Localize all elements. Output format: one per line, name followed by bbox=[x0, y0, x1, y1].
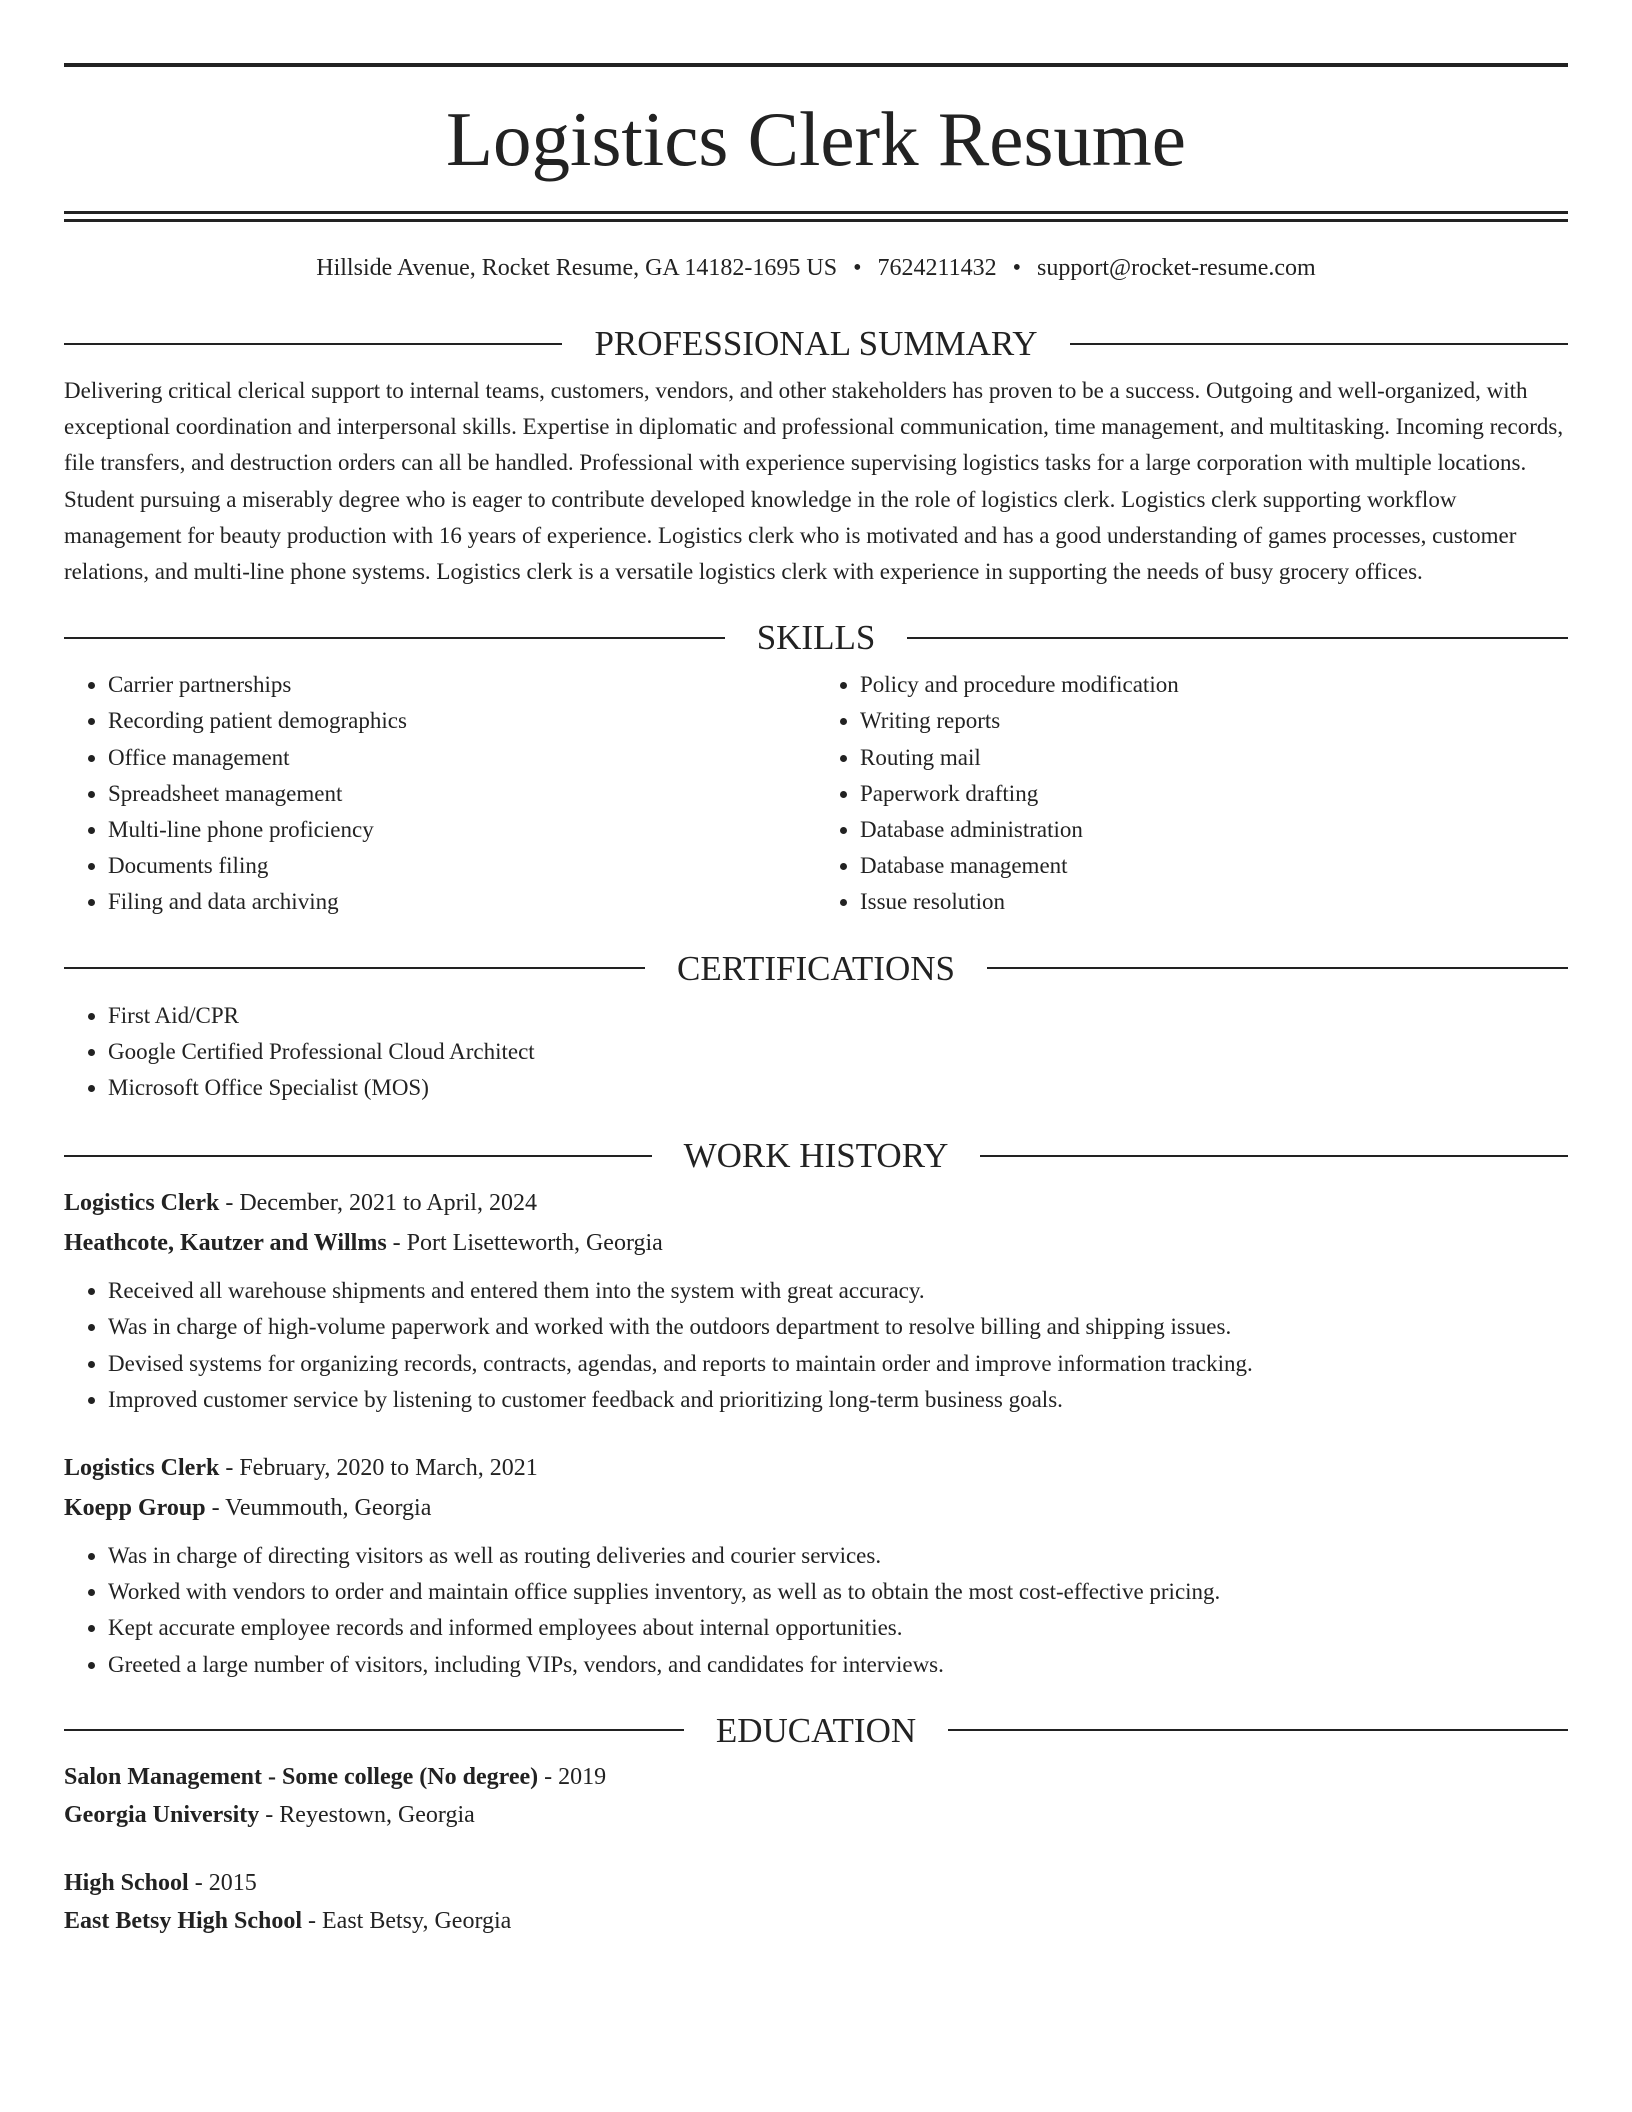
certification-item: • First Aid/CPR bbox=[108, 998, 1568, 1034]
certification-item: • Google Certified Professional Cloud Architect bbox=[108, 1034, 1568, 1070]
education-entry bbox=[64, 1758, 1568, 1834]
job-duties-list bbox=[64, 1273, 1568, 1418]
title-double-rule bbox=[64, 211, 1568, 222]
skill-item: • Recording patient demographics bbox=[108, 703, 816, 739]
job-duties-list bbox=[64, 1538, 1568, 1683]
heading-rule-right bbox=[1070, 343, 1568, 345]
skill-item: • Documents filing bbox=[108, 848, 816, 884]
section-title: PROFESSIONAL SUMMARY bbox=[594, 324, 1038, 363]
skill-item: • Office management bbox=[108, 740, 816, 776]
heading-rule-left bbox=[64, 1155, 652, 1157]
job-duty: • Received all warehouse shipments and entered them into the system with great accuracy. bbox=[108, 1273, 1568, 1309]
contact-line bbox=[64, 252, 1568, 284]
job-duty: • Was in charge of directing visitors as well as routing deliveries and courier services. bbox=[108, 1538, 1568, 1574]
heading-rule-left bbox=[64, 637, 725, 639]
section-heading-certifications bbox=[64, 948, 1568, 988]
section-title: EDUCATION bbox=[715, 1710, 917, 1750]
job-duty: • Greeted a large number of visitors, including VIPs, vendors, and candidates for interviews. bbox=[108, 1647, 1568, 1683]
job-title: Logistics Clerk bbox=[64, 1455, 220, 1482]
section-title: SKILLS bbox=[756, 618, 876, 658]
heading-rule-right bbox=[980, 1155, 1568, 1157]
skill-item: • Policy and procedure modification bbox=[860, 667, 1568, 703]
certification-item: • Microsoft Office Specialist (MOS) bbox=[108, 1070, 1568, 1106]
job-title: Logistics Clerk bbox=[64, 1190, 220, 1217]
education-entry bbox=[64, 1864, 1568, 1940]
education-degree-line bbox=[64, 1758, 1568, 1796]
contact-email: support@rocket-resume.com bbox=[1037, 255, 1316, 281]
heading-rule-right bbox=[907, 637, 1568, 639]
job-entry bbox=[64, 1183, 1568, 1418]
skills-column-left bbox=[64, 667, 816, 920]
contact-separator: • bbox=[853, 255, 862, 281]
skill-item: • Carrier partnerships bbox=[108, 667, 816, 703]
skills-columns bbox=[64, 667, 1568, 920]
education-degree: High School bbox=[64, 1869, 189, 1896]
job-company: Heathcote, Kautzer and Willms bbox=[64, 1230, 387, 1257]
skill-item: • Issue resolution bbox=[860, 884, 1568, 920]
education-school-line bbox=[64, 1902, 1568, 1940]
education-school-line bbox=[64, 1796, 1568, 1834]
section-title: WORK HISTORY bbox=[683, 1136, 949, 1176]
job-duty: • Worked with vendors to order and maintain office supplies inventory, as well as to obtain the most cost-effective pricing. bbox=[108, 1574, 1568, 1610]
skills-list-left bbox=[64, 667, 816, 920]
skills-column-right bbox=[816, 667, 1568, 920]
education-school: East Betsy High School bbox=[64, 1907, 303, 1934]
heading-rule-left bbox=[64, 1729, 684, 1731]
skill-item: • Routing mail bbox=[860, 740, 1568, 776]
job-entry bbox=[64, 1448, 1568, 1683]
heading-rule-left bbox=[64, 967, 645, 969]
heading-rule-right bbox=[987, 967, 1568, 969]
section-heading-education bbox=[64, 1710, 1568, 1750]
resume-title: Logistics Clerk Resume bbox=[446, 96, 1186, 182]
job-duty: • Devised systems for organizing records, contracts, agendas, and reports to maintain order and improve information tracking. bbox=[108, 1346, 1568, 1382]
job-title-line bbox=[64, 1448, 1568, 1488]
job-dates: - December, 2021 to April, 2024 bbox=[219, 1190, 537, 1217]
skill-item: • Filing and data archiving bbox=[108, 884, 816, 920]
top-rule bbox=[64, 63, 1568, 67]
contact-phone: 7624211432 bbox=[877, 255, 997, 281]
summary-paragraph: Delivering critical clerical support to internal teams, customers, vendors, and other stakeholders has proven to be a success. Outgoing and well-organized, with exceptional coordination and interpersonal skills. Expertise in diplomatic and professional communication, time management, and multitasking. Incoming records, file transfers, and destruction orders can all be handled. Professional with experience supervising logistics tasks for a large corporation with multiple locations. Student pursuing a miserably degree who is eager to contribute developed knowledge in the role of logistics clerk. Logistics clerk supporting workflow management for beauty production with 16 years of experience. Logistics clerk who is motivated and has a good understanding of games processes, customer relations, and multi-line phone systems. Logistics clerk is a versatile logistics clerk with experience in supporting the needs of busy grocery offices. bbox=[64, 378, 1564, 585]
certifications-list bbox=[64, 998, 1568, 1107]
job-duty: • Kept accurate employee records and informed employees about internal opportunities. bbox=[108, 1610, 1568, 1646]
education-school: Georgia University bbox=[64, 1801, 260, 1828]
education-year: - 2015 bbox=[188, 1869, 257, 1896]
job-dates: - February, 2020 to March, 2021 bbox=[219, 1455, 538, 1482]
section-title: CERTIFICATIONS bbox=[677, 948, 955, 988]
job-location: - Port Lisetteworth, Georgia bbox=[386, 1230, 663, 1257]
education-degree-line bbox=[64, 1864, 1568, 1902]
heading-rule-right bbox=[948, 1729, 1568, 1731]
education-year: - 2019 bbox=[538, 1763, 607, 1790]
skill-item: • Database administration bbox=[860, 812, 1568, 848]
job-company-line bbox=[64, 1488, 1568, 1528]
education-degree: Salon Management - Some college (No degree) bbox=[64, 1763, 539, 1790]
skills-list-right bbox=[816, 667, 1568, 920]
skill-item: • Paperwork drafting bbox=[860, 776, 1568, 812]
heading-rule-left bbox=[64, 343, 562, 345]
skill-item: • Spreadsheet management bbox=[108, 776, 816, 812]
job-duty: • Improved customer service by listening to customer feedback and prioritizing long-term business goals. bbox=[108, 1382, 1568, 1418]
contact-separator: • bbox=[1012, 255, 1022, 281]
section-heading-summary bbox=[64, 326, 1568, 361]
education-location: - East Betsy, Georgia bbox=[302, 1907, 512, 1934]
skill-item: • Multi-line phone proficiency bbox=[108, 812, 816, 848]
job-location: - Veummouth, Georgia bbox=[205, 1495, 432, 1522]
education-location: - Reyestown, Georgia bbox=[259, 1801, 475, 1828]
job-company-line bbox=[64, 1223, 1568, 1263]
job-company: Koepp Group bbox=[64, 1495, 206, 1522]
job-duty: • Was in charge of high-volume paperwork and worked with the outdoors department to resolve billing and shipping issues. bbox=[108, 1309, 1568, 1345]
contact-address: Hillside Avenue, Rocket Resume, GA 14182-1695 US bbox=[316, 255, 838, 281]
skill-item: • Database management bbox=[860, 848, 1568, 884]
job-title-line bbox=[64, 1183, 1568, 1223]
skill-item: • Writing reports bbox=[860, 703, 1568, 739]
section-heading-skills bbox=[64, 618, 1568, 658]
section-heading-work-history bbox=[64, 1136, 1568, 1176]
